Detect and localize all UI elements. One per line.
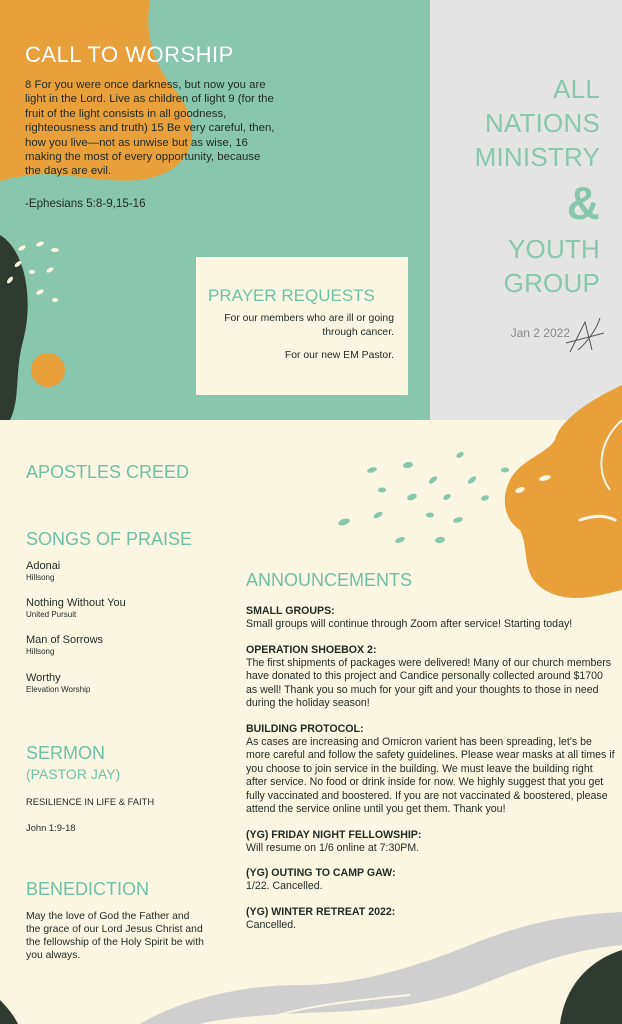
prayer-item: For our new EM Pastor. xyxy=(284,350,394,361)
song-artist: Hillsong xyxy=(26,573,55,582)
song-title: Worthy xyxy=(26,672,61,684)
announcements-section xyxy=(246,570,616,944)
song-item xyxy=(26,597,126,619)
announcement-item xyxy=(246,605,616,632)
announcement-heading: (YG) WINTER RETREAT 2022: xyxy=(246,905,396,918)
prayer-requests-title: PRAYER REQUESTS xyxy=(208,286,375,305)
announcement-item xyxy=(246,906,616,933)
bulletin-date: Jan 2 2022 xyxy=(510,326,570,340)
song-title: Adonai xyxy=(26,560,61,572)
prayer-requests-box xyxy=(196,257,408,395)
benediction-text: May the love of God the Father and the grace of our Lord Jesus Christ and the fellowship of the Holy Spirit be with you always. xyxy=(26,911,204,961)
sermon-topic: RESILIENCE IN LIFE & FAITH xyxy=(26,796,155,807)
benediction-title: BENEDICTION xyxy=(26,879,150,899)
announcement-body: The first shipments of packages were delivered! Many of our church members have donated to this project and Candice personally collected around $1700 as well! Thank you so much for your gift and your thoughts to those in need during the holiday season! xyxy=(246,656,612,709)
announcement-body: Cancelled. xyxy=(246,918,297,931)
song-item xyxy=(26,672,90,694)
announcement-heading: OPERATION SHOEBOX 2: xyxy=(246,643,377,656)
call-to-worship-reference: -Ephesians 5:8-9,15-16 xyxy=(25,197,146,210)
song-title: Nothing Without You xyxy=(26,597,126,609)
announcement-heading: SMALL GROUPS: xyxy=(246,605,335,617)
songs-title: SONGS OF PRAISE xyxy=(26,529,193,549)
announcement-heading: (YG) FRIDAY NIGHT FELLOWSHIP: xyxy=(246,828,422,841)
announcement-body: 1/22. Cancelled. xyxy=(246,880,323,892)
call-to-worship-text: 8 For you were once darkness, but now you are light in the Lord. Live as children of light 9 (for the fruit of the light consists in all goodness, righteousness and truth) 15 Be very careful, then, how you live—not as unwise but as wise, 16 making the most of every opportunity, because the days are evil. xyxy=(25,79,275,178)
announcement-heading: (YG) OUTING TO CAMP GAW: xyxy=(246,867,396,879)
ministry-title xyxy=(475,72,600,300)
title-line-5: GROUP xyxy=(503,268,600,298)
song-item xyxy=(26,634,103,656)
announcement-item xyxy=(246,723,616,817)
announcement-body: Small groups will continue through Zoom after service! Starting today! xyxy=(246,618,573,630)
announcement-body: Will resume on 1/6 online at 7:30PM. xyxy=(246,841,420,854)
title-line-2: NATIONS xyxy=(484,108,600,138)
call-to-worship-title: CALL TO WORSHIP xyxy=(25,42,234,67)
song-artist: United Pursuit xyxy=(26,610,77,619)
announcement-heading: BUILDING PROTOCOL: xyxy=(246,722,364,735)
song-item xyxy=(26,560,60,582)
song-artist: Hillsong xyxy=(26,647,55,656)
sermon-title: SERMON xyxy=(26,743,106,763)
announcement-item xyxy=(246,644,616,711)
title-line-3: MINISTRY xyxy=(474,142,600,172)
announcements-title: ANNOUNCEMENTS xyxy=(246,570,413,590)
announcement-body: As cases are increasing and Omicron varient has been spreading, let's be more careful and follow the safety guidelines. Please wear masks at all times if you choose to join service in the building. We must leave the building right after service. No food or drink inside for now. We highly suggest that you get fully vaccinated and boostered. If you are not vaccinated & boostered, please attend the service online until you get them. Thank you! xyxy=(246,735,615,815)
title-line-4: YOUTH xyxy=(508,234,600,264)
sermon-passage: John 1:9-18 xyxy=(26,822,76,833)
apostles-creed-title: APOSTLES CREED xyxy=(26,462,190,482)
prayer-item: For our members who are ill or going through cancer. xyxy=(224,313,394,338)
title-ampersand: & xyxy=(566,177,600,229)
title-line-1: ALL xyxy=(553,74,600,104)
announcement-item xyxy=(246,867,616,894)
song-artist: Elevation Worship xyxy=(26,685,91,694)
sermon-speaker: (PASTOR JAY) xyxy=(26,766,121,782)
announcement-item xyxy=(246,829,616,856)
song-title: Man of Sorrows xyxy=(26,634,104,646)
